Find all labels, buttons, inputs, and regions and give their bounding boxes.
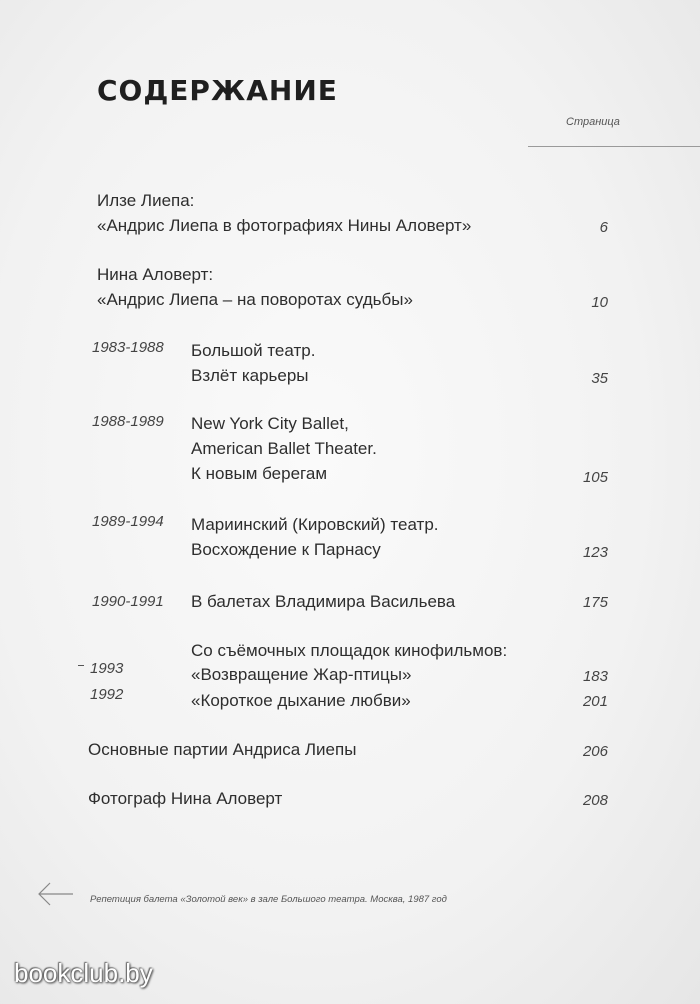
- toc-entry: [88, 786, 282, 811]
- photo-caption: Репетиция балета «Золотой век» в зале Большого театра. Москва, 1987 год: [90, 894, 447, 905]
- toc-entry: [191, 411, 377, 486]
- toc-entry-line: «Возвращение Жар-птицы»: [191, 665, 412, 684]
- toc-entry: [97, 188, 471, 238]
- toc-entry: [191, 662, 411, 687]
- toc-entry: [191, 338, 315, 388]
- toc-page-number: 201: [582, 693, 608, 710]
- toc-year: 1988-1989: [92, 413, 164, 430]
- toc-entry-line: Со съёмочных площадок кинофильмов:: [191, 641, 508, 660]
- toc-entry: [88, 737, 356, 762]
- toc-entry-line: Взлёт карьеры: [191, 366, 309, 385]
- toc-entry-line: Нина Аловерт:: [97, 265, 214, 284]
- watermark-logo: bookclub.by: [14, 958, 153, 988]
- toc-entry: [97, 262, 413, 312]
- toc-page-number: 6: [599, 219, 608, 236]
- toc-entry: [191, 589, 455, 614]
- toc-entry-line: К новым берегам: [191, 464, 328, 483]
- toc-entry-line: American Ballet Theater.: [191, 439, 377, 458]
- toc-entry-line: New York City Ballet,: [191, 414, 349, 433]
- toc-year: 1992: [90, 686, 124, 703]
- toc-page-number: 206: [582, 743, 608, 760]
- toc-entry-line: Восхождение к Парнасу: [191, 540, 381, 559]
- toc-entry: [191, 512, 439, 562]
- toc-page-number: 175: [582, 594, 608, 611]
- page-column-label: Страница: [566, 116, 620, 128]
- toc-year: 1993: [90, 660, 124, 677]
- toc-entry-line: «Андрис Лиепа в фотографиях Нины Аловерт»: [97, 216, 472, 235]
- page-title: СОДЕРЖАНИЕ: [97, 74, 338, 107]
- toc-year: 1990-1991: [92, 593, 164, 610]
- toc-entry-heading: [191, 638, 507, 663]
- toc-entry-line: «Короткое дыхание любви»: [191, 691, 411, 710]
- toc-page-number: 208: [582, 792, 608, 809]
- toc-entry-line: «Андрис Лиепа – на поворотах судьбы»: [97, 290, 413, 309]
- toc-entry-line: Мариинский (Кировский) театр.: [191, 515, 439, 534]
- margin-dash: [78, 665, 84, 666]
- toc-entry-line: Основные партии Андриса Лиепы: [88, 740, 357, 759]
- toc-year: 1989-1994: [92, 513, 164, 530]
- toc-page-number: 105: [582, 469, 608, 486]
- toc-page-number: 10: [591, 294, 608, 311]
- toc-page-number: 35: [591, 370, 608, 387]
- toc-year: 1983-1988: [92, 339, 164, 356]
- toc-entry: [191, 688, 411, 713]
- toc-entry-line: Большой театр.: [191, 341, 316, 360]
- header-rule: [528, 146, 700, 147]
- toc-page-number: 123: [582, 544, 608, 561]
- toc-entry-line: Фотограф Нина Аловерт: [88, 789, 283, 808]
- toc-page-number: 183: [582, 668, 608, 685]
- toc-entry-line: Илзе Лиепа:: [97, 191, 195, 210]
- arrow-left-icon: [36, 880, 74, 908]
- toc-entry-line: В балетах Владимира Васильева: [191, 592, 456, 611]
